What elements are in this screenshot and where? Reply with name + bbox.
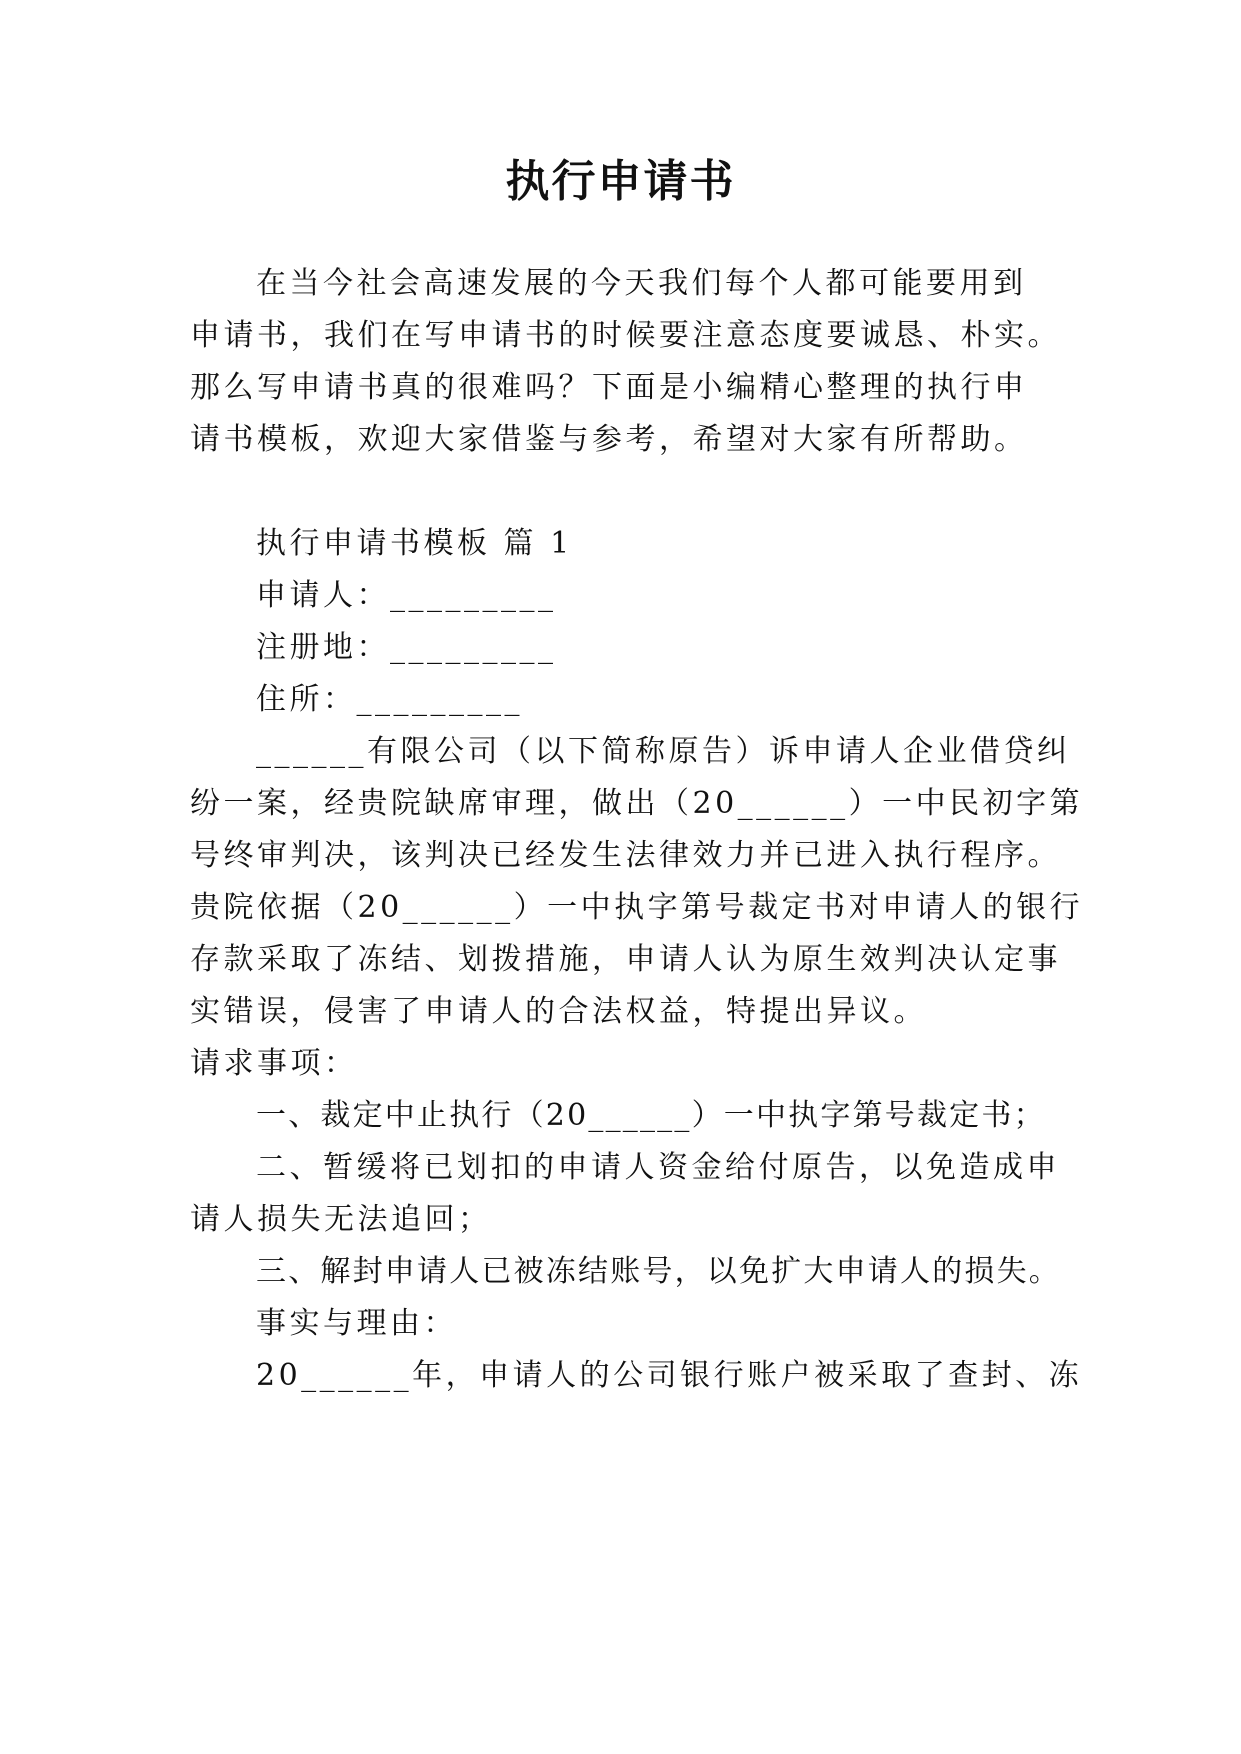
case-line-6: 实错误，侵害了申请人的合法权益，特提出异议。 bbox=[190, 994, 927, 1029]
request-line-1: 一、裁定中止执行（20______）一中执字第号裁定书； bbox=[256, 1098, 1046, 1133]
intro-line-1: 在当今社会高速发展的今天我们每个人都可能要用到 bbox=[256, 266, 1027, 301]
request-line-4: 三、解封申请人已被冻结账号，以免扩大申请人的损失。 bbox=[256, 1254, 1061, 1289]
case-line-2: 纷一案，经贵院缺席审理，做出（20______）一中民初字第 bbox=[190, 786, 1084, 821]
field-residence: 住所：_________ bbox=[256, 682, 523, 717]
template-heading: 执行申请书模板 篇 1 bbox=[256, 526, 573, 561]
request-line-2: 二、暂缓将已划扣的申请人资金给付原告，以免造成申 bbox=[256, 1150, 1060, 1185]
case-line-5: 存款采取了冻结、划拨措施，申请人认为原生效判决认定事 bbox=[190, 942, 1061, 977]
case-line-4: 贵院依据（20______）一中执字第号裁定书对申请人的银行 bbox=[190, 890, 1084, 925]
facts-line-1: 20______年，申请人的公司银行账户被采取了查封、冻 bbox=[256, 1358, 1083, 1393]
field-applicant: 申请人：_________ bbox=[256, 578, 557, 613]
intro-line-4: 请书模板，欢迎大家借鉴与参考，希望对大家有所帮助。 bbox=[190, 422, 1028, 457]
field-registered-address: 注册地：_________ bbox=[256, 630, 557, 665]
request-line-3: 请人损失无法追回； bbox=[190, 1202, 492, 1237]
document-title: 执行申请书 bbox=[505, 156, 736, 207]
case-line-1: ______有限公司（以下简称原告）诉申请人企业借贷纠 bbox=[256, 734, 1071, 769]
requests-heading: 请求事项： bbox=[190, 1046, 358, 1081]
intro-line-3: 那么写申请书真的很难吗？下面是小编精心整理的执行申 bbox=[190, 370, 1028, 405]
case-line-3: 号终审判决，该判决已经发生法律效力并已进入执行程序。 bbox=[190, 838, 1061, 873]
facts-heading: 事实与理由： bbox=[256, 1306, 457, 1341]
intro-line-2: 申请书，我们在写申请书的时候要注意态度要诚恳、朴实。 bbox=[190, 318, 1061, 353]
